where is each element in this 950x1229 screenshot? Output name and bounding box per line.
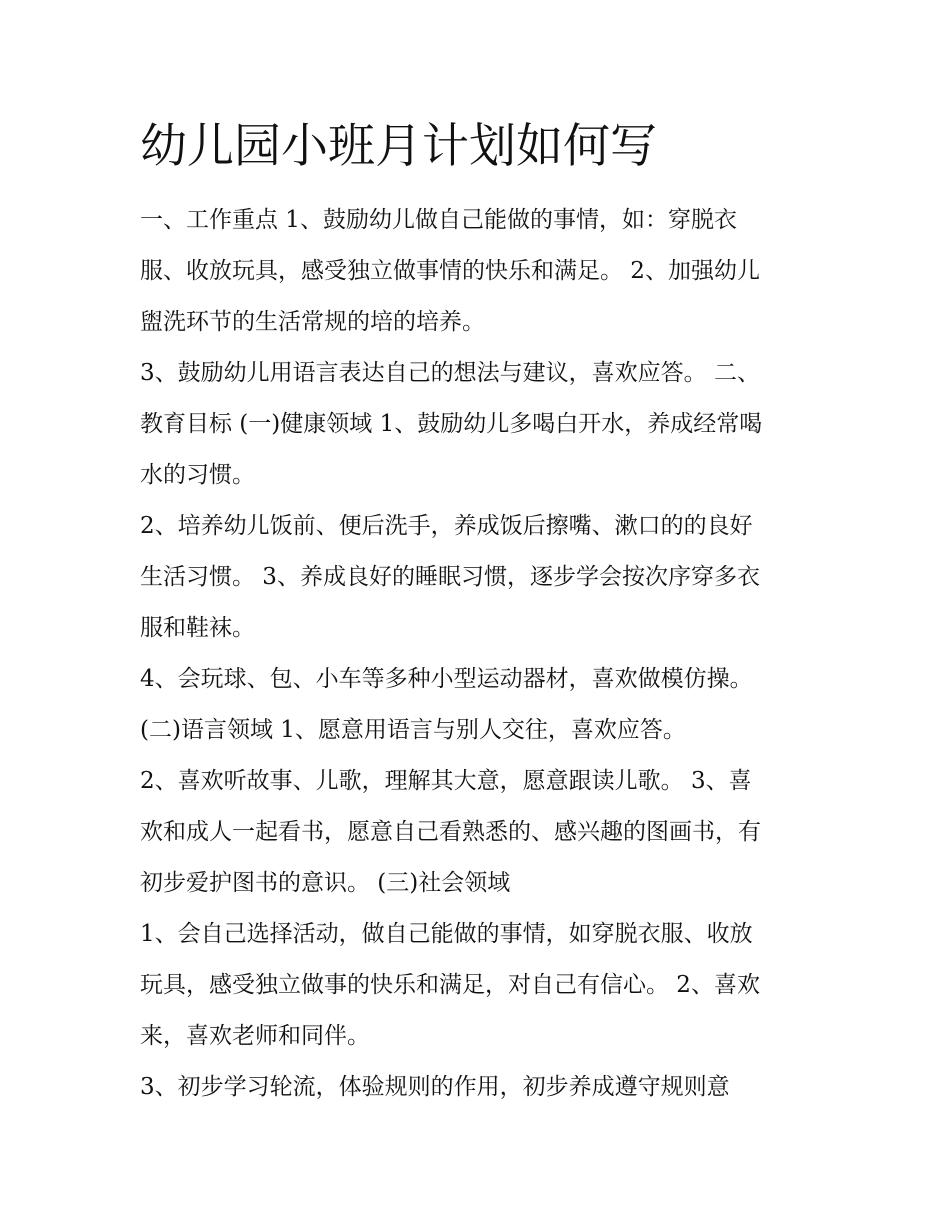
text-line: 盥洗环节的生活常规的培的培养。 xyxy=(140,309,485,335)
text-line: 2、喜欢听故事、儿歌，理解其大意，愿意跟读儿歌。 3、喜 xyxy=(140,768,752,794)
document-body xyxy=(140,195,830,1113)
text-line: 生活习惯。 3、养成良好的睡眠习惯，逐步学会按次序穿多衣 xyxy=(140,564,760,590)
text-line: 水的习惯。 xyxy=(140,462,255,488)
text-line: 欢和成人一起看书，愿意自己看熟悉的、感兴趣的图画书，有 xyxy=(140,819,761,845)
text-line: 2、培养幼儿饭前、便后洗手，养成饭后擦嘴、漱口的的良好 xyxy=(140,513,753,539)
text-line: 玩具，感受独立做事的快乐和满足，对自己有信心。 2、喜欢 xyxy=(140,972,760,998)
text-line: 初步爱护图书的意识。 (三)社会领域 xyxy=(140,870,511,896)
text-line: 3、鼓励幼儿用语言表达自己的想法与建议，喜欢应答。 二、 xyxy=(140,360,760,386)
text-line: 服、收放玩具，感受独立做事情的快乐和满足。 2、加强幼儿 xyxy=(140,258,760,284)
text-line: 教育目标 (一)健康领域 1、鼓励幼儿多喝白开水，养成经常喝 xyxy=(140,411,763,437)
text-line: 服和鞋袜。 xyxy=(140,615,255,641)
document-title: 幼儿园小班月计划如何写 xyxy=(140,119,657,174)
text-line: 来，喜欢老师和同伴。 xyxy=(140,1023,370,1049)
text-line: 1、会自己选择活动，做自己能做的事情，如穿脱衣服、收放 xyxy=(140,921,753,947)
text-line: 4、会玩球、包、小车等多种小型运动器材，喜欢做模仿操。 xyxy=(140,666,753,692)
text-line: (二)语言领域 1、愿意用语言与别人交往，喜欢应答。 xyxy=(140,717,686,743)
text-line: 3、初步学习轮流，体验规则的作用，初步养成遵守规则意 xyxy=(140,1074,730,1100)
text-line: 一、工作重点 1、鼓励幼儿做自己能做的事情，如：穿脱衣 xyxy=(140,207,737,233)
